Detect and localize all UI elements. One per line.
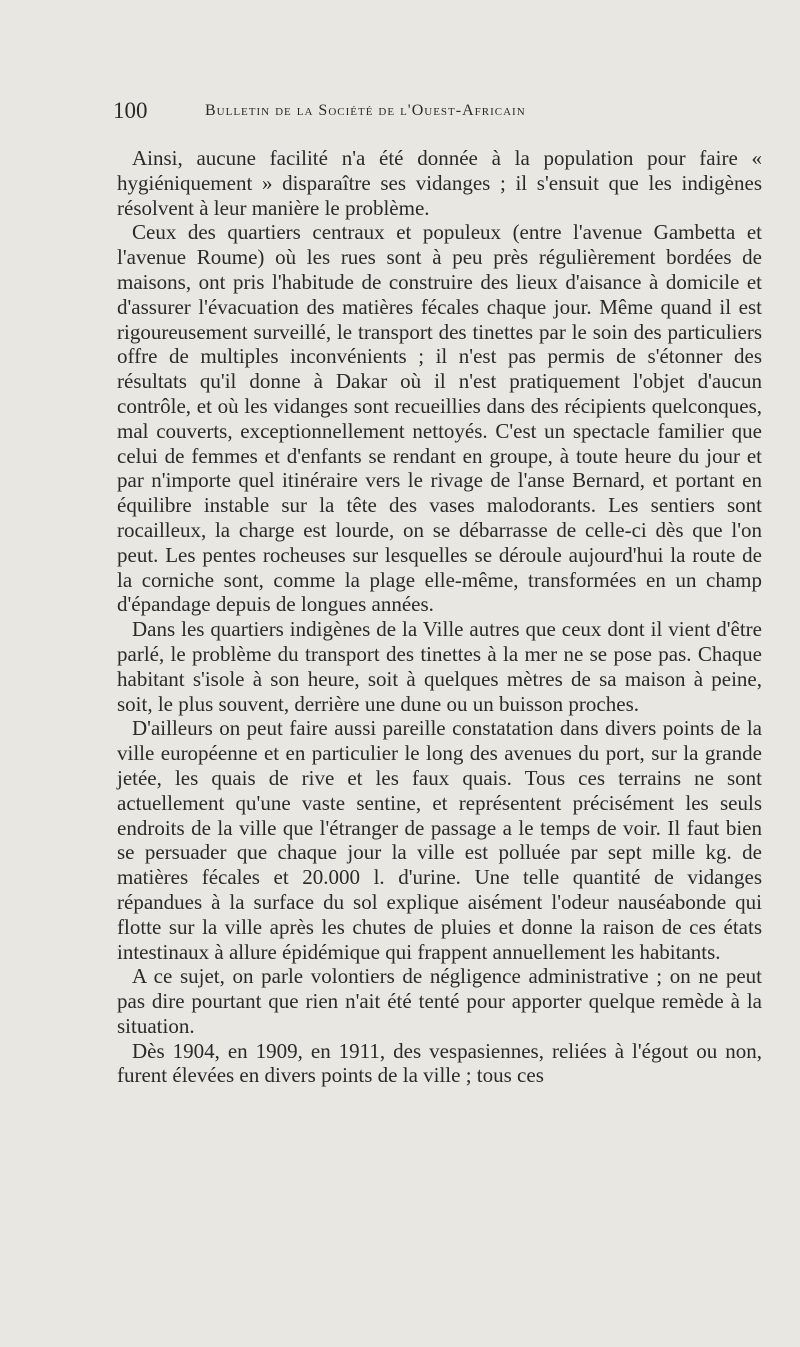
paragraph: Dès 1904, en 1909, en 1911, des vespasiennes, reliées à l'égout ou non, furent élevées en divers points de la ville ; tous ces: [117, 1038, 762, 1088]
running-head-title: Bulletin de la Société de l'Ouest-Africain: [205, 102, 526, 119]
paragraph: Dans les quartiers indigènes de la Ville autres que ceux dont il vient d'être parlé, le problème du transport des tinettes à la mer ne se pose pas. Chaque habitant s'isole à son heure, soit à quelques mètres de sa maison à peine, soit, le plus souvent, derrière une dune ou un buisson proches.: [117, 617, 762, 716]
paragraph: Ceux des quartiers centraux et populeux (entre l'avenue Gambetta et l'avenue Roume) où les rues sont à peu près régulièrement bordées de maisons, ont pris l'habitude de construire des lieux d'aisance à domicile et d'assurer l'évacuation des matières fécales chaque jour. Même quand il est rigoureusement surveillé, le transport des tinettes par le soin des particuliers offre de multiples inconvénients ; il n'est pas permis de s'étonner des résultats qu'il donne à Dakar où il n'est pratiquement l'objet d'aucun contrôle, et où les vidanges sont recueillies dans des récipients quelconques, mal couverts, exceptionnellement nettoyés. C'est un spectacle familier que celui de femmes et d'enfants se rendant en groupe, à toute heure du jour et par n'importe quel itinéraire vers le rivage de l'anse Bernard, et portant en équilibre instable sur la tête des vases malodorants. Les sentiers sont rocailleux, la charge est lourde, on se débarrasse de celle-ci dès que l'on peut. Les pentes rocheuses sur lesquelles se déroule aujourd'hui la route de la corniche sont, comme la plage elle-même, transformées en un champ d'épandage depuis de longues années.: [117, 220, 762, 617]
body-text: [117, 146, 762, 1088]
paragraph: A ce sujet, on parle volontiers de négligence administrative ; on ne peut pas dire pourtant que rien n'ait été tenté pour apporter quelque remède à la situation.: [117, 964, 762, 1038]
page-number: 100: [113, 98, 148, 123]
paragraph: Ainsi, aucune facilité n'a été donnée à la population pour faire « hygiéniquement » disparaître ses vidanges ; il s'ensuit que les indigènes résolvent à leur manière le problème.: [117, 146, 762, 220]
running-head: [113, 98, 762, 134]
paragraph: D'ailleurs on peut faire aussi pareille constatation dans divers points de la ville européenne et en particulier le long des avenues du port, sur la grande jetée, les quais de rive et les faux quais. Tous ces terrains ne sont actuellement qu'une vaste sentine, et représentent précisément les seuls endroits de la ville que l'étranger de passage a le temps de voir. Il faut bien se persuader que chaque jour la ville est polluée par sept mille kg. de matières fécales et 20.000 l. d'urine. Une telle quantité de vidanges répandues à la surface du sol explique aisément l'odeur nauséabonde qui flotte sur la ville après les chutes de pluies et donne la raison de ces états intestinaux à allure épidémique qui frappent annuellement les habitants.: [117, 716, 762, 964]
